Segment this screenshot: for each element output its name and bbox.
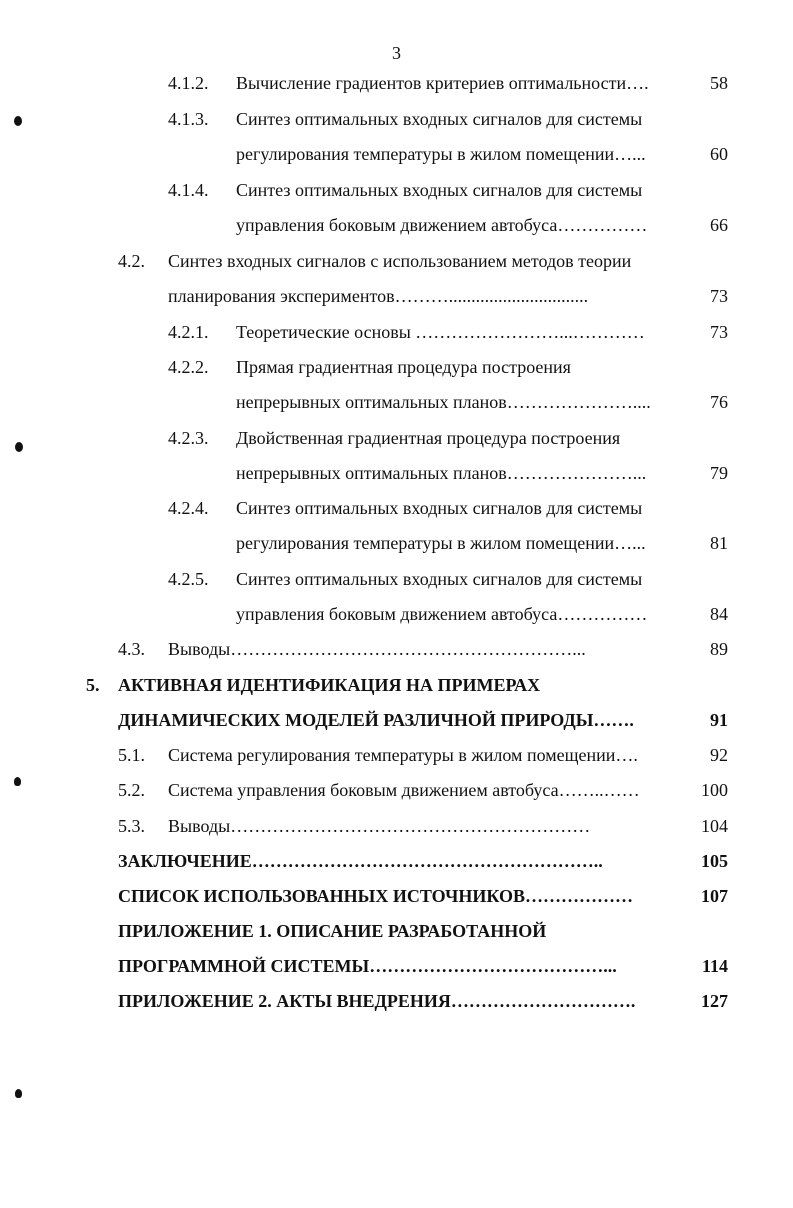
toc-entry-text: ДИНАМИЧЕСКИХ МОДЕЛЕЙ РАЗЛИЧНОЙ ПРИРОДЫ……. bbox=[118, 710, 634, 730]
toc-entry-text: Прямая градиентная процедура построения bbox=[236, 357, 571, 377]
toc-entry-number: 5.1. bbox=[118, 745, 145, 765]
toc-entry-text: ЗАКЛЮЧЕНИЕ………………………………………………….. bbox=[118, 851, 603, 871]
toc-entry-page: 60 bbox=[710, 144, 728, 164]
toc-entry-text: непрерывных оптимальных планов………………….... bbox=[236, 392, 651, 412]
toc-entry-number: 5. bbox=[86, 675, 100, 695]
toc-appendix-2 bbox=[118, 988, 728, 1014]
toc-entry-continuation bbox=[168, 283, 728, 309]
toc-entry-page: 81 bbox=[710, 533, 728, 553]
toc-chapter-continuation bbox=[118, 707, 728, 733]
toc-entry bbox=[168, 106, 728, 132]
toc-conclusion bbox=[118, 848, 728, 874]
toc-entry-text: Выводы…………………………………………………… bbox=[168, 816, 591, 836]
toc-entry-number: 4.2.3. bbox=[168, 428, 209, 448]
toc-entry-text: Выводы…………………………………………………... bbox=[168, 639, 586, 659]
toc-entry-page: 84 bbox=[710, 604, 728, 624]
toc-entry-page: 66 bbox=[710, 215, 728, 235]
toc-entry-page: 58 bbox=[710, 73, 728, 93]
toc-references bbox=[118, 883, 728, 909]
toc-entry-number: 4.2.2. bbox=[168, 357, 209, 377]
toc-entry-text: Вычисление градиентов критериев оптимальности…. bbox=[236, 73, 649, 93]
toc-entry-text: АКТИВНАЯ ИДЕНТИФИКАЦИЯ НА ПРИМЕРАХ bbox=[118, 675, 541, 695]
toc-entry-number: 4.2. bbox=[118, 251, 145, 271]
toc-entry bbox=[168, 319, 728, 345]
toc-entry-text: Синтез входных сигналов с использованием методов теории bbox=[168, 251, 632, 271]
toc-entry-number: 5.3. bbox=[118, 816, 145, 836]
toc-entry-page: 114 bbox=[701, 956, 728, 976]
toc-entry-continuation bbox=[236, 212, 728, 238]
toc-entry-text: регулирования температуры в жилом помещении…... bbox=[236, 533, 646, 553]
punch-hole-mark bbox=[15, 1089, 22, 1098]
toc-entry bbox=[168, 495, 728, 521]
toc-entry-page: 91 bbox=[710, 710, 728, 730]
toc-entry bbox=[118, 636, 728, 662]
toc-entry-page: 127 bbox=[701, 991, 728, 1011]
toc-entry-text: регулирования температуры в жилом помещении…... bbox=[236, 144, 646, 164]
toc-entry bbox=[168, 354, 728, 380]
toc-entry bbox=[118, 248, 728, 274]
punch-hole-mark bbox=[14, 777, 21, 786]
page-number: 3 bbox=[392, 43, 401, 63]
toc-entry-continuation bbox=[236, 460, 728, 486]
toc-entry-text: ПРИЛОЖЕНИЕ 1. ОПИСАНИЕ РАЗРАБОТАННОЙ bbox=[118, 921, 547, 941]
toc-entry-number: 4.1.3. bbox=[168, 109, 209, 129]
toc-entry-number: 4.2.1. bbox=[168, 322, 209, 342]
toc-entry bbox=[168, 70, 728, 96]
toc-entry-continuation bbox=[236, 601, 728, 627]
toc-entry-page: 104 bbox=[701, 816, 728, 836]
toc-entry-page: 73 bbox=[710, 286, 728, 306]
toc-entry-text: Теоретические основы ……………………...………… bbox=[236, 322, 645, 342]
toc-entry bbox=[168, 425, 728, 451]
toc-entry-text: Синтез оптимальных входных сигналов для системы bbox=[236, 109, 643, 129]
toc-entry bbox=[118, 777, 728, 803]
toc-appendix-1-continuation bbox=[118, 953, 728, 979]
toc-entry-text: СПИСОК ИСПОЛЬЗОВАННЫХ ИСТОЧНИКОВ……………… bbox=[118, 886, 633, 906]
punch-hole-mark bbox=[14, 116, 22, 126]
toc-entry-text: Система регулирования температуры в жилом помещении…. bbox=[168, 745, 638, 765]
toc-chapter bbox=[86, 672, 728, 698]
toc-entry-continuation bbox=[236, 141, 728, 167]
toc-entry bbox=[118, 742, 728, 768]
toc-entry-number: 4.2.4. bbox=[168, 498, 209, 518]
toc-entry-text: Синтез оптимальных входных сигналов для системы bbox=[236, 498, 643, 518]
toc-entry-page: 92 bbox=[710, 745, 728, 765]
toc-entry-page: 73 bbox=[710, 322, 728, 342]
toc-entry-text: Двойственная градиентная процедура построения bbox=[236, 428, 621, 448]
toc-entry-text: Синтез оптимальных входных сигналов для системы bbox=[236, 569, 643, 589]
toc-entry-continuation bbox=[236, 389, 728, 415]
toc-entry-page: 76 bbox=[710, 392, 728, 412]
toc-entry bbox=[168, 566, 728, 592]
toc-entry-text: управления боковым движением автобуса…………… bbox=[236, 215, 648, 235]
toc-entry-text: непрерывных оптимальных планов…………………... bbox=[236, 463, 647, 483]
toc-appendix-1 bbox=[118, 918, 728, 944]
toc-entry-page: 89 bbox=[710, 639, 728, 659]
toc-entry-text: Система управления боковым движением автобуса……..…… bbox=[168, 780, 640, 800]
toc-entry-text: Синтез оптимальных входных сигналов для системы bbox=[236, 180, 643, 200]
toc-entry-number: 5.2. bbox=[118, 780, 145, 800]
toc-entry-continuation bbox=[236, 530, 728, 556]
toc-entry-number: 4.1.2. bbox=[168, 73, 209, 93]
toc-entry-number: 4.1.4. bbox=[168, 180, 209, 200]
toc-entry-number: 4.2.5. bbox=[168, 569, 209, 589]
toc-entry-text: управления боковым движением автобуса…………… bbox=[236, 604, 648, 624]
toc-entry-text: ПРИЛОЖЕНИЕ 2. АКТЫ ВНЕДРЕНИЯ…………………………. bbox=[118, 991, 636, 1011]
toc-entry-page: 79 bbox=[710, 463, 728, 483]
toc-entry bbox=[168, 177, 728, 203]
toc-entry bbox=[118, 813, 728, 839]
punch-hole-mark bbox=[15, 442, 23, 452]
toc-entry-text: планирования экспериментов………............................... bbox=[168, 286, 589, 306]
toc-entry-number: 4.3. bbox=[118, 639, 145, 659]
toc-entry-page: 100 bbox=[701, 780, 728, 800]
toc-entry-page: 105 bbox=[701, 851, 728, 871]
toc-entry-page: 107 bbox=[701, 886, 728, 906]
toc-entry-text: ПРОГРАММНОЙ СИСТЕМЫ…………………………………... bbox=[118, 956, 617, 976]
